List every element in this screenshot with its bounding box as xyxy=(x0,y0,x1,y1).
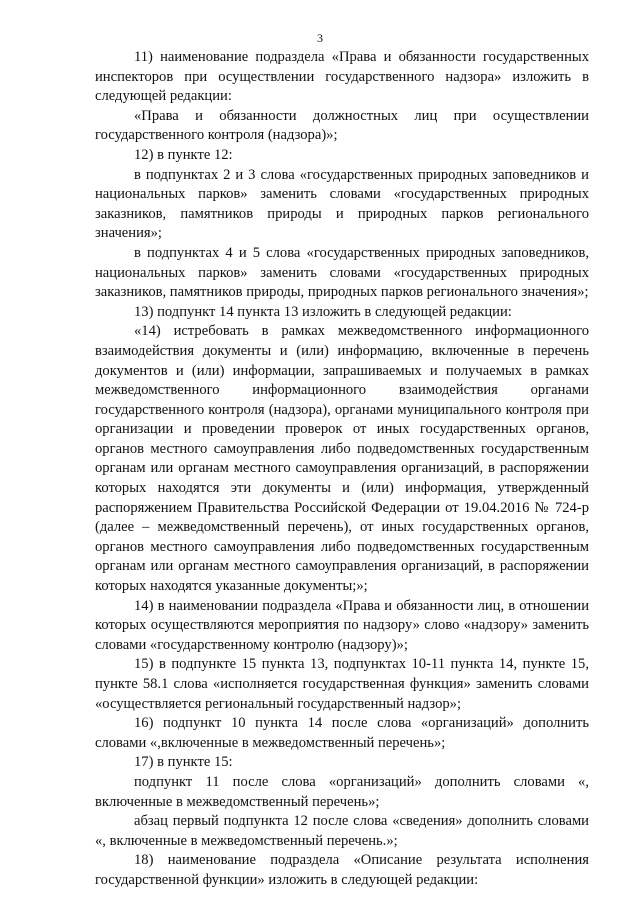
page-number: 3 xyxy=(317,31,323,45)
paragraph-subitems-4-5: в подпунктах 4 и 5 слова «государственных природных заповедников, национальных парков» заменить словами «государственных природных заказников, памятников природы, природных парков регионального значения»; xyxy=(95,244,589,301)
paragraph-item-15: 15) в подпункте 15 пункта 13, подпунктах 10-11 пункта 14, пункте 15, пункте 58.1 слова «исполняется государственная функция» заменить словами «осуществляется региональный государственный надзор»; xyxy=(95,656,589,712)
paragraph-item-18: 18) наименование подраздела «Описание результата исполнения государственной функции» изложить в следующей редакции: xyxy=(95,852,589,888)
document-body xyxy=(95,48,589,891)
paragraph-item-16: 16) подпункт 10 пункта 14 после слова «организаций» дополнить словами «,включенные в межведомственный перечень»; xyxy=(95,715,589,751)
paragraph-new-heading: «Права и обязанности должностных лиц при осуществлении государственного контроля (надзора)»; xyxy=(95,107,589,144)
paragraph-subitem-14-text: «14) истребовать в рамках межведомственного информационного взаимодействия документы и (или) информацию, включенные в перечень документов и (или) информации, запрашиваемых и получаемых в рамках межведомственного информационного взаимодействия органами государственного контроля (надзора), органами муниципального контроля при организации и проведении проверок от иных государственных органов, органов местного самоуправления либо подведомственных государственным органам или органам местного самоуправления организаций, в распоряжении которых находятся эти документы и (или) информация, утвержденный распоряжением Правительства Российской Федерации от 19.04.2016 № 724-р (далее – межведомственный перечень), от иных государственных органов, органов местного самоуправления либо подведомственных государственным органам или органам местного самоуправления организаций, в распоряжении которых находятся указанные документы;»; xyxy=(95,323,589,595)
paragraph-item-14: 14) в наименовании подраздела «Права и обязанности лиц, в отношении которых осуществляются мероприятия по надзору» слово «надзору» заменить словами «государственному контролю (надзору)»; xyxy=(95,597,589,653)
paragraph-item-12: 12) в пункте 12: xyxy=(134,146,233,163)
paragraph-subitem-12: абзац первый подпункта 12 после слова «сведения» дополнить словами «, включенные в межведомственный перечень.»; xyxy=(95,813,589,849)
paragraph-item-11: 11) наименование подраздела «Права и обязанности государственных инспекторов при осуществлении государственного надзора» изложить в следующей редакции: xyxy=(95,49,589,105)
paragraph-subitem-11: подпункт 11 после слова «организаций» дополнить словами «, включенные в межведомственный перечень»; xyxy=(95,773,589,810)
paragraph-subitems-2-3: в подпунктах 2 и 3 слова «государственных природных заповедников и национальных парков» заменить словами «государственных природных заказников, памятников природы и природных парков регионального значения»; xyxy=(95,166,589,242)
paragraph-item-17: 17) в пункте 15: xyxy=(134,754,233,771)
paragraph-item-13: 13) подпункт 14 пункта 13 изложить в следующей редакции: xyxy=(134,303,512,320)
